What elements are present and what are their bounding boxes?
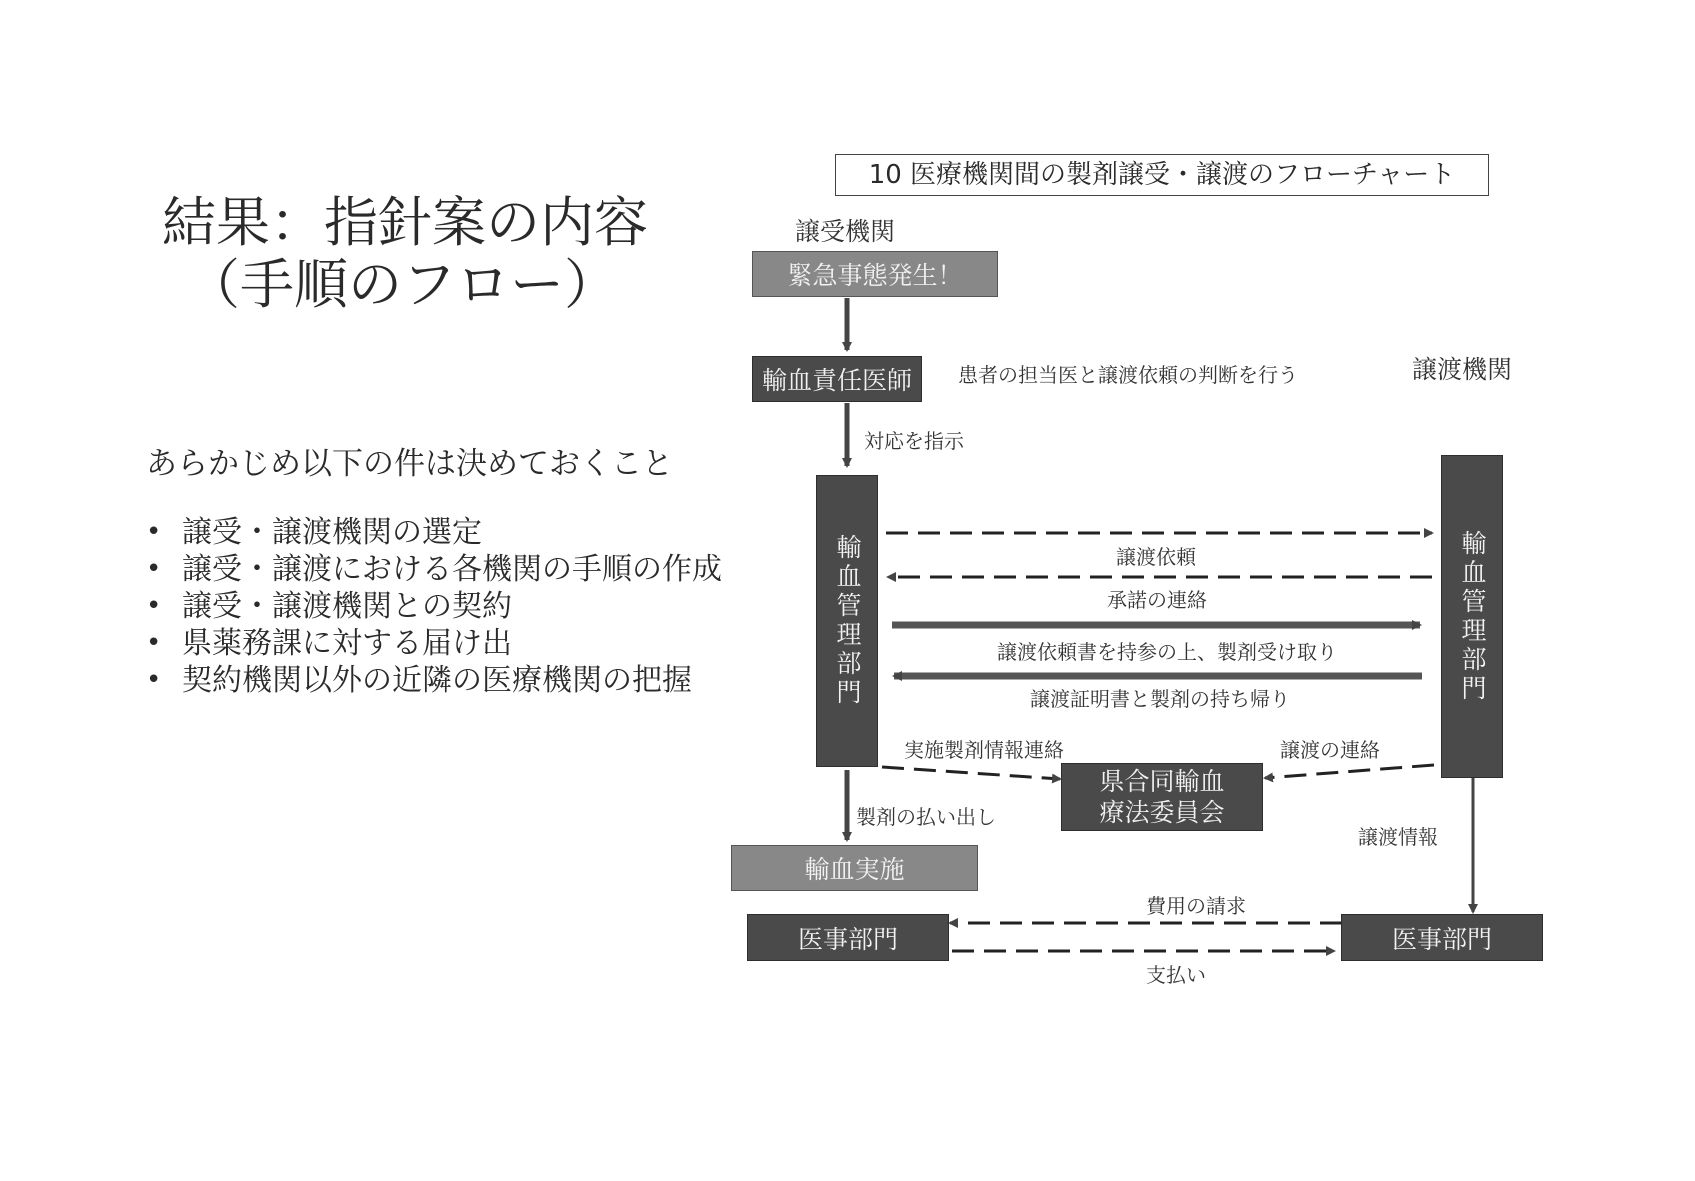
label-transfer-info: 譲渡情報 [1358,825,1438,849]
node-medical-affairs-left: 医事部門 [747,914,949,961]
label-request: 譲渡依頼 [1116,545,1196,569]
label-return: 譲渡証明書と製剤の持ち帰り [1030,687,1290,711]
label-billing: 費用の請求 [1146,894,1246,918]
node-transfusion-dept-left: 輸血管理部門 [816,475,878,767]
flowchart-title: 10 医療機関間の製剤譲受・譲渡のフローチャート [835,154,1489,196]
label-info-right: 譲渡の連絡 [1280,738,1380,762]
label-pickup: 譲渡依頼書を持参の上、製剤受け取り [997,640,1337,664]
label-dispense: 製剤の払い出し [856,805,996,829]
arrow-info-left [882,767,1060,779]
list-item: • 譲受・譲渡機関の選定 [146,514,722,551]
label-approval: 承諾の連絡 [1107,588,1207,612]
receiver-label: 譲受機関 [795,217,896,246]
node-medical-affairs-right: 医事部門 [1341,914,1543,961]
label-doctor-note: 患者の担当医と譲渡依頼の判断を行う [958,363,1298,387]
committee-line-1: 県合同輸血 [1099,767,1225,796]
label-instruct: 対応を指示 [864,429,964,453]
label-info-left: 実施製剤情報連絡 [904,738,1064,762]
giver-label: 譲渡機関 [1412,355,1513,384]
list-item: • 契約機関以外の近隣の医療機関の把握 [146,662,722,699]
node-responsible-doctor: 輸血責任医師 [752,356,922,402]
list-item: • 県薬務課に対する届け出 [146,625,722,662]
list-item: • 譲受・譲渡機関との契約 [146,588,722,625]
arrow-info-right [1265,765,1434,778]
node-emergency: 緊急事態発生！ [752,251,998,297]
intro-text: あらかじめ以下の件は決めておくこと [146,446,673,482]
list-item: • 譲受・譲渡における各機関の手順の作成 [146,551,722,588]
node-transfusion-dept-right: 輸血管理部門 [1441,455,1503,778]
title-line-1: 結果：指針案の内容 [162,191,648,254]
node-transfusion: 輸血実施 [731,845,978,891]
label-payment: 支払い [1146,963,1206,987]
title-line-2: （手順のフロー） [186,253,618,316]
committee-line-2: 療法委員会 [1099,798,1225,827]
node-committee [1061,763,1263,831]
